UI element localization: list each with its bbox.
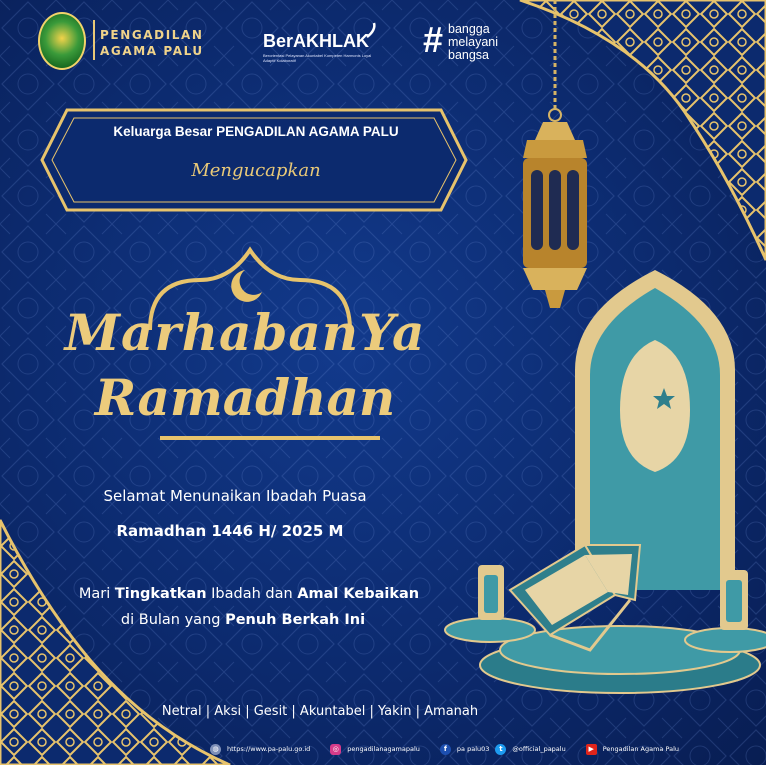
crescent-moon-icon (231, 270, 262, 302)
core-values-list: Netral | Aksi | Gesit | Akuntabel | Yakin | Amanah (161, 704, 479, 719)
message-line2 (0, 612, 486, 628)
court-name (100, 27, 204, 59)
message-text: Ibadah dan (206, 586, 298, 602)
greeting-line1: Selamat Menunaikan Ibadah Puasa (103, 487, 367, 505)
message-text: Mari (78, 586, 115, 602)
slogan-line2: melayani (448, 35, 499, 49)
slogan-line1: bangga (448, 22, 490, 36)
footer-twitter[interactable]: @official_papalu (512, 745, 566, 753)
title-marhaban: MarhabanYa (64, 303, 426, 362)
facebook-icon: f (440, 744, 451, 755)
berakhlak-tagline: Berorientasi Pelayanan Akuntabel Kompeten Harmonis Loyal Adaptif Kolaboratif (263, 53, 372, 63)
court-logo-emblem (38, 12, 86, 70)
court-name-line2: AGAMA PALU (100, 44, 204, 58)
bottom-left-lattice (0, 520, 230, 765)
message-line1 (0, 586, 498, 602)
logo-divider (93, 20, 95, 60)
footer-website[interactable]: https://www.pa-palu.go.id (227, 745, 311, 753)
message-bold-text: Penuh Berkah Ini (225, 612, 366, 628)
slogan-line3: bangsa (448, 48, 490, 62)
footer-contacts (210, 740, 766, 758)
banner-subheading: Mengucapkan (191, 160, 321, 181)
greeting-line2: Ramadhan 1446 H/ 2025 M (116, 522, 344, 540)
youtube-icon: ▶ (586, 744, 597, 755)
hashtag-icon: # (423, 19, 444, 60)
footer-youtube[interactable]: Pengadilan Agama Palu (602, 745, 680, 753)
slogan (448, 23, 498, 62)
twitter-icon: t (495, 744, 506, 755)
berakhlak-logo: BerAKHLAK (263, 31, 370, 51)
berakhlak-swoosh-icon (364, 22, 378, 38)
message-text: di Bulan yang (120, 612, 226, 628)
globe-icon: ◍ (210, 744, 221, 755)
banner-heading: Keluarga Besar PENGADILAN AGAMA PALU (113, 124, 399, 139)
court-name-line1: PENGADILAN (100, 28, 204, 42)
footer-facebook[interactable]: pa palu03 (456, 745, 490, 753)
footer-instagram[interactable]: pengadilanagamapalu (347, 745, 420, 753)
instagram-icon: ◎ (330, 744, 341, 755)
podium-and-quran (440, 540, 766, 700)
message-bold-text: Amal Kebaikan (297, 586, 420, 602)
title-ramadhan: Ramadhan (94, 368, 396, 427)
message-bold-text: Tingkatkan (114, 586, 207, 602)
